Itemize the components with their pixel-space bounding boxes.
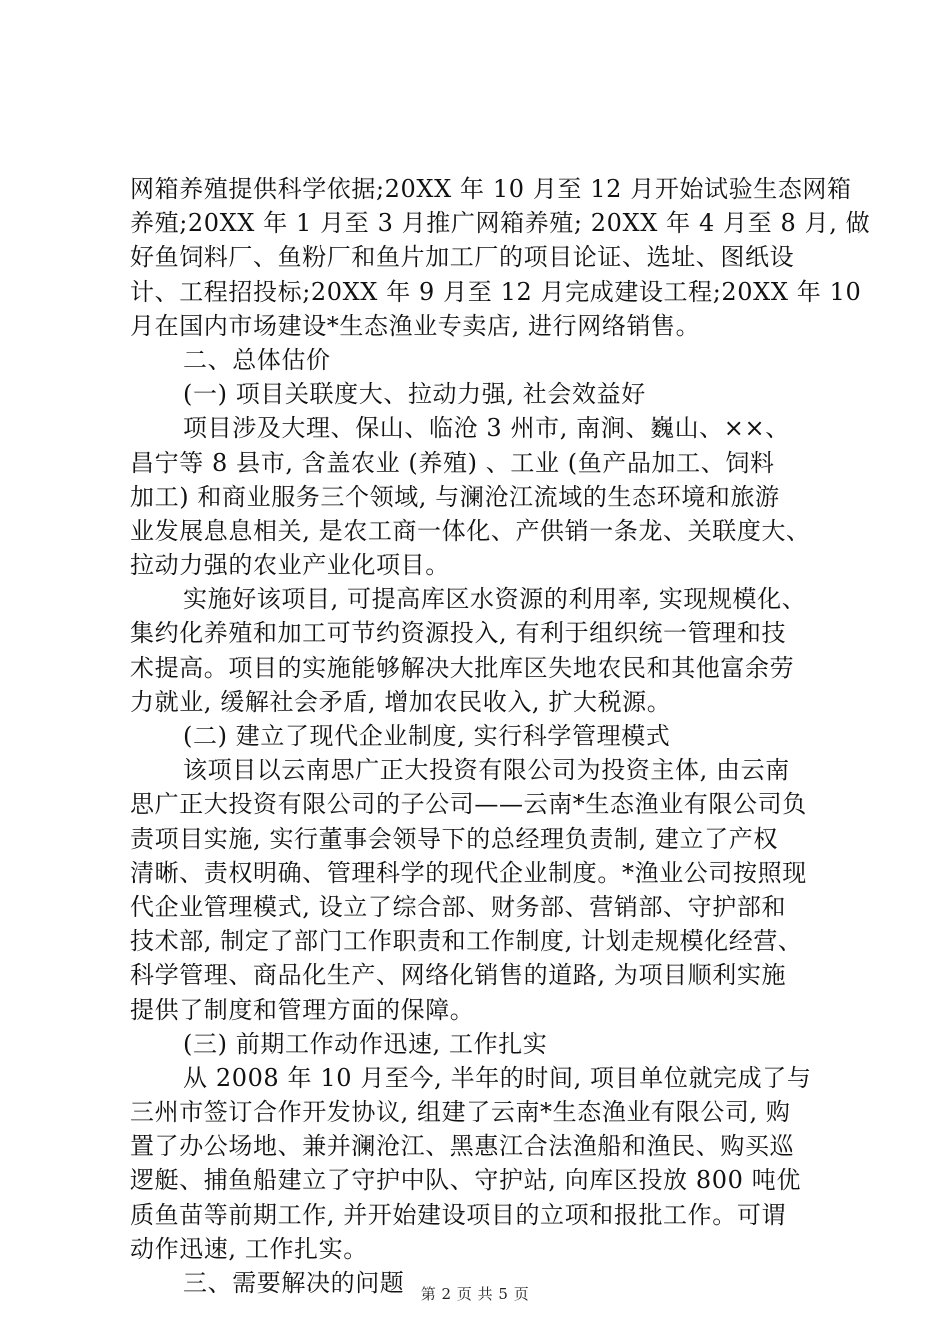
text-line: 技术部, 制定了部门工作职责和工作制度, 计划走规模化经营、 xyxy=(130,927,803,956)
text-line: 科学管理、商品化生产、网络化销售的道路, 为项目顺利实施 xyxy=(130,961,787,990)
text-line: (二) 建立了现代企业制度, 实行科学管理模式 xyxy=(183,722,671,750)
text-line: (一) 项目关联度大、拉动力强, 社会效益好 xyxy=(183,380,646,409)
text-line: 置了办公场地、兼并澜沧江、黑惠江合法渔船和渔民、购买巡 xyxy=(130,1132,795,1161)
text-line: 动作迅速, 工作扎实。 xyxy=(130,1234,368,1263)
text-line: 计、工程招投标;20XX 年 9 月至 12 月完成建设工程;20XX 年 10 xyxy=(130,277,862,306)
text-line: 业发展息息相关, 是农工商一体化、产供销一条龙、关联度大、 xyxy=(130,516,811,545)
text-line: 网箱养殖提供科学依据;20XX 年 10 月至 12 月开始试验生态网箱 xyxy=(130,175,852,203)
document-body xyxy=(130,172,871,1300)
text-line: 从 2008 年 10 月至今, 半年的时间, 项目单位就完成了与 xyxy=(183,1063,812,1092)
text-line: 三州市签订合作开发协议, 组建了云南*生态渔业有限公司, 购 xyxy=(130,1098,791,1127)
text-line: 二、总体估价 xyxy=(183,345,331,374)
text-line: 三、需要解决的问题 xyxy=(183,1269,405,1297)
text-line: 加工) 和商业服务三个领域, 与澜沧江流域的生态环境和旅游 xyxy=(130,482,780,511)
text-line: 养殖;20XX 年 1 月至 3 月推广网箱养殖; 20XX 年 4 月至 8 月, 做 xyxy=(130,209,871,238)
text-line: (三) 前期工作动作迅速, 工作扎实 xyxy=(183,1029,548,1058)
text-line: 力就业, 缓解社会矛盾, 增加农民收入, 扩大税源。 xyxy=(130,687,672,716)
text-line: 术提高。项目的实施能够解决大批库区失地农民和其他富余劳 xyxy=(130,653,795,682)
text-line: 逻艇、捕鱼船建立了守护中队、守护站, 向库区投放 800 吨优 xyxy=(130,1166,801,1195)
text-line: 集约化养殖和加工可节约资源投入, 有利于组织统一管理和技 xyxy=(130,619,787,648)
text-line: 项目涉及大理、保山、临沧 3 州市, 南涧、巍山、××、 xyxy=(183,414,790,443)
text-line: 好鱼饲料厂、鱼粉厂和鱼片加工厂的项目论证、选址、图纸设 xyxy=(130,243,795,272)
text-line: 代企业管理模式, 设立了综合部、财务部、营销部、守护部和 xyxy=(130,892,787,921)
page-footer: 第 2 页 共 5 页 xyxy=(420,1285,530,1303)
text-line: 思广正大投资有限公司的子公司——云南*生态渔业有限公司负 xyxy=(130,790,807,819)
text-line: 责项目实施, 实行董事会领导下的总经理负责制, 建立了产权 xyxy=(130,824,778,853)
text-line: 该项目以云南思广正大投资有限公司为投资主体, 由云南 xyxy=(183,756,790,785)
text-line: 昌宁等 8 县市, 含盖农业 (养殖) 、工业 (鱼产品加工、饲料 xyxy=(130,448,775,477)
text-line: 清晰、责权明确、管理科学的现代企业制度。*渔业公司按照现 xyxy=(130,858,807,887)
text-line: 拉动力强的农业产业化项目。 xyxy=(130,551,450,580)
text-line: 质鱼苗等前期工作, 并开始建设项目的立项和报批工作。可谓 xyxy=(130,1200,787,1229)
text-line: 实施好该项目, 可提高库区水资源的利用率, 实现规模化、 xyxy=(183,585,807,614)
text-line: 月在国内市场建设*生态渔业专卖店, 进行网络销售。 xyxy=(130,311,701,340)
text-line: 提供了制度和管理方面的保障。 xyxy=(130,995,475,1024)
